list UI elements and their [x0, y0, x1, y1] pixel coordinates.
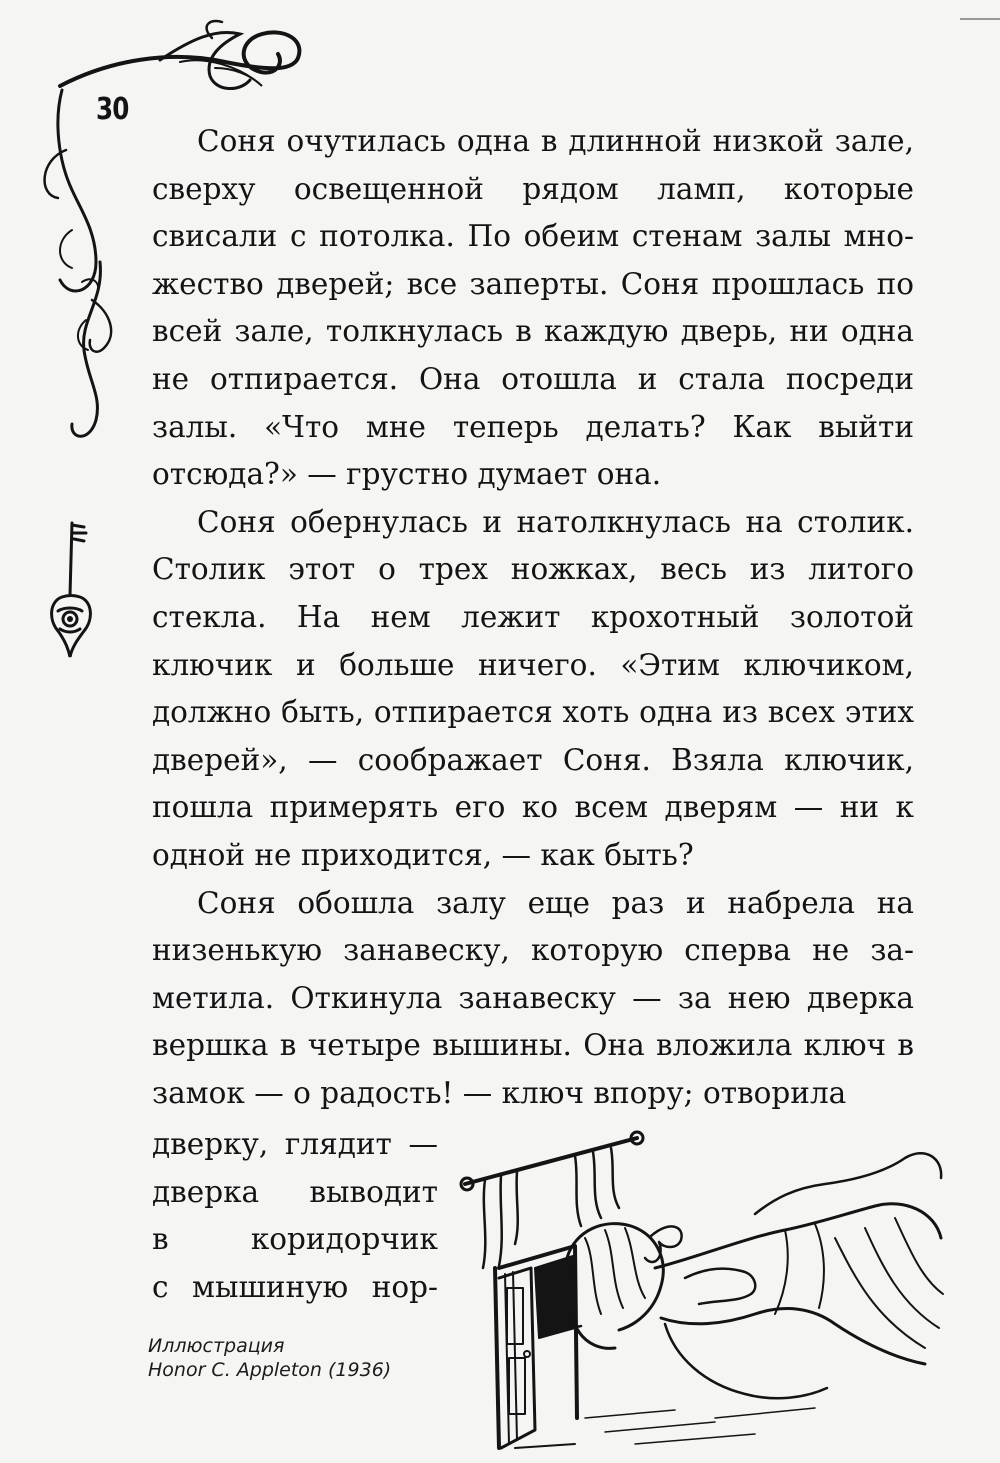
- text-line: дверку, глядит —: [152, 1127, 438, 1161]
- page-edge-rule: [960, 18, 1000, 20]
- paragraph: Соня очутилась одна в длинной низкой зале, сверху освещенной рядом ламп, которые свисали с потолка. По обеим стенам залы множество дверей; все заперты. Соня прошлась по всей зале, толкнулась в каждую дверь, ни одна не отпирается. Она отошла и стала посреди залы. «Что мне теперь делать? Как выйти отсюда?» — грустно думает она.: [152, 124, 914, 492]
- caption-line: Иллюстрация: [148, 1335, 285, 1357]
- paragraph: Соня обернулась и натолкнулась на столик. Столик этот о трех ножках, весь из литого стекла. На нем лежит крохотный золотой ключик и больше ничего. «Этим ключиком, должно быть, отпирается хоть одна из всех этих дверей», — соображает Соня. Взяла ключик, пошла примерять его ко всем дверям — ни к одной не приходится, — как быть?: [152, 504, 914, 872]
- page-number: 30: [96, 92, 129, 127]
- text-line: с мышиную нор-: [152, 1269, 438, 1304]
- text-line: дверка выводит: [152, 1174, 438, 1209]
- scroll-flourish-icon: [60, 32, 299, 86]
- ornate-key-icon: [40, 515, 110, 665]
- main-text: [152, 118, 914, 1117]
- girl-looking-through-small-door-illustration: [455, 1118, 945, 1458]
- illustration-caption: [148, 1334, 391, 1382]
- text-line: в коридорчик: [152, 1222, 438, 1257]
- caption-credit: Honor C. Appleton (1936): [148, 1359, 392, 1381]
- paragraph: Соня обошла залу еще раз и набрела на низенькую занавеску, которую сперва не заметила. Откинула занавеску — за нею дверка вершка в четыре вышины. Она вложила ключ в замок — о радость! — ключ впору; отворила: [152, 885, 914, 1110]
- wrapped-text-column: [152, 1121, 438, 1311]
